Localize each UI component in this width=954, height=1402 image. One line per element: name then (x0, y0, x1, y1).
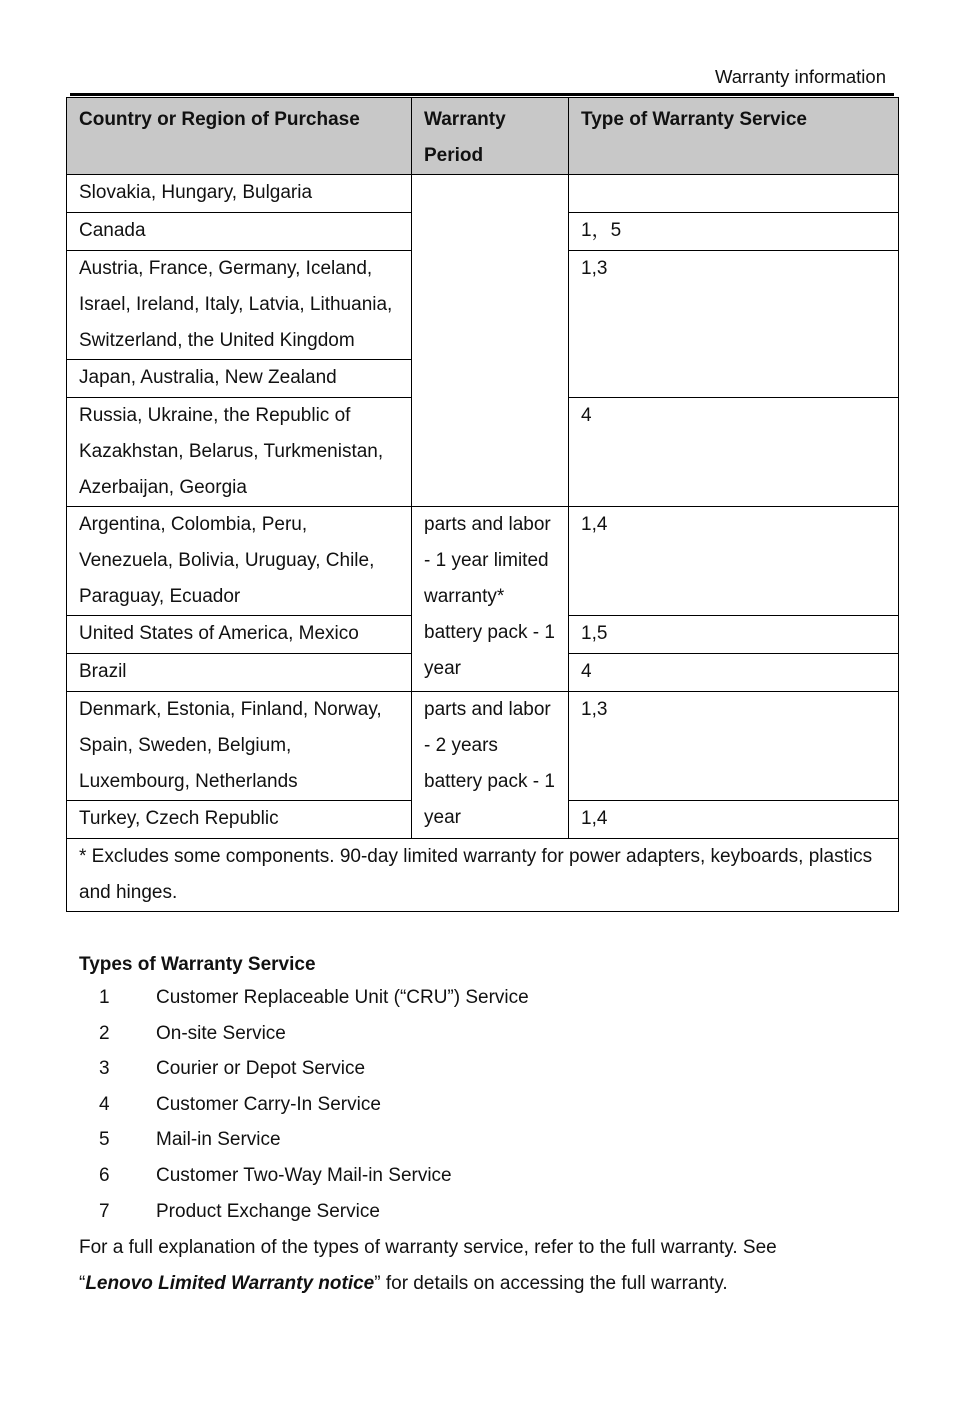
country-cell: Brazil (67, 654, 412, 692)
type-label: Courier or Depot Service (156, 1058, 366, 1080)
list-item (99, 980, 529, 1016)
table-footnote: * Excludes some components. 90-day limited warranty for power adapters, keyboards, plastics and hinges. (67, 839, 899, 912)
warranty-table (66, 97, 899, 912)
country-cell: Canada (67, 213, 412, 251)
footer-text-end: for details on accessing the full warranty. (380, 1273, 728, 1294)
list-item (99, 1087, 529, 1123)
footer-paragraph (79, 1230, 879, 1302)
service-cell: 1,3 (569, 692, 899, 801)
country-cell: Austria, France, Germany, Iceland, Israel, Ireland, Italy, Latvia, Lithuania, Switzerland, the United Kingdom (67, 251, 412, 360)
service-cell: 1,4 (569, 801, 899, 839)
service-cell: 4 (569, 654, 899, 692)
types-list (99, 980, 529, 1229)
type-number: 2 (99, 1022, 110, 1044)
header-country: Country or Region of Purchase (67, 98, 412, 175)
country-cell: United States of America, Mexico (67, 616, 412, 654)
table-row (67, 507, 899, 616)
table-row (67, 692, 899, 801)
service-cell: 1,3 (569, 251, 899, 398)
country-cell: Slovakia, Hungary, Bulgaria (67, 175, 412, 213)
period-cell-empty (412, 175, 569, 507)
country-cell: Japan, Australia, New Zealand (67, 360, 412, 398)
type-label: Mail-in Service (156, 1129, 281, 1151)
type-number: 4 (99, 1093, 110, 1115)
type-label: Customer Two-Way Mail-in Service (156, 1164, 452, 1186)
table-note-row (67, 839, 899, 912)
type-number: 1 (99, 987, 110, 1008)
type-number: 5 (99, 1129, 110, 1151)
type-number: 3 (99, 1058, 110, 1080)
type-label: On-site Service (156, 1022, 286, 1044)
table-header-row (67, 98, 899, 175)
list-item (99, 1158, 529, 1194)
header-period: Warranty Period (412, 98, 569, 175)
page-header: Warranty information (714, 66, 886, 87)
section-title: Types of Warranty Service (79, 954, 316, 975)
types-section (79, 947, 316, 983)
country-cell: Argentina, Colombia, Peru, Venezuela, Bolivia, Uruguay, Chile, Paraguay, Ecuador (67, 507, 412, 616)
type-label: Customer Replaceable Unit (“CRU”) Service (156, 987, 529, 1008)
period-cell: parts and labor - 1 year limited warranty* battery pack - 1 year (412, 507, 569, 692)
service-cell: 1,5 (569, 616, 899, 654)
service-cell: 1，5 (569, 213, 899, 251)
service-cell: 1,4 (569, 507, 899, 616)
list-item (99, 1016, 529, 1052)
table-row (67, 175, 899, 213)
header-service: Type of Warranty Service (569, 98, 899, 175)
service-cell (569, 175, 899, 213)
list-item (99, 1194, 529, 1230)
header-rule (70, 93, 894, 96)
service-cell: 4 (569, 398, 899, 507)
type-label: Product Exchange Service (156, 1200, 380, 1222)
country-cell: Turkey, Czech Republic (67, 801, 412, 839)
quote-close: ” (374, 1273, 381, 1294)
period-cell: parts and labor - 2 years battery pack - 1 year (412, 692, 569, 839)
warranty-notice-title: Lenovo Limited Warranty notice (85, 1273, 375, 1294)
footer-text: For a full explanation of the types of warranty service, refer to the full warranty. See (79, 1237, 777, 1258)
list-item (99, 1051, 529, 1087)
quote-open: “ (79, 1273, 86, 1294)
list-item (99, 1122, 529, 1158)
type-number: 7 (99, 1200, 110, 1222)
country-cell: Denmark, Estonia, Finland, Norway, Spain, Sweden, Belgium, Luxembourg, Netherlands (67, 692, 412, 801)
type-number: 6 (99, 1164, 110, 1186)
type-label: Customer Carry-In Service (156, 1093, 381, 1115)
country-cell: Russia, Ukraine, the Republic of Kazakhstan, Belarus, Turkmenistan, Azerbaijan, Georgia (67, 398, 412, 507)
